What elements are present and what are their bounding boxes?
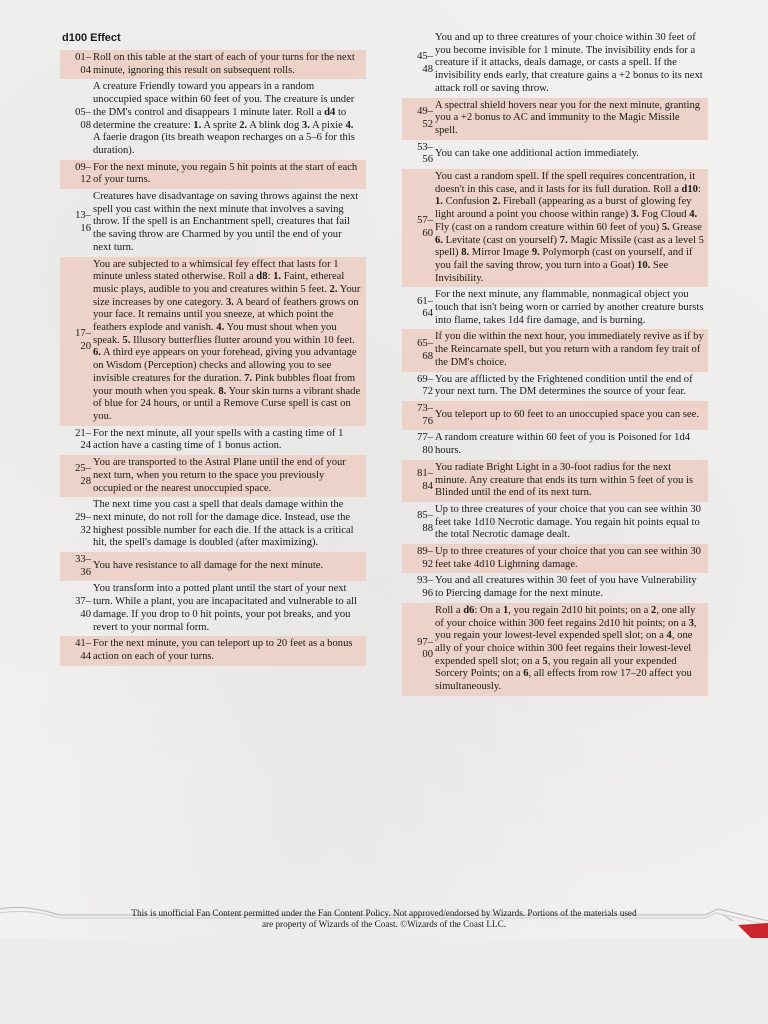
effect-text: If you die within the next hour, you immediately revive as if by the Reincarnate spell, but you return with a random fey trait of the DM's choice.: [435, 331, 704, 368]
roll-range: 81– 84: [417, 468, 433, 492]
effect-text: Creatures have disadvantage on saving throws against the next spell you cast within the next minute that involves a saving throw. If the spell is an Enchantment spell, creatures that fail the saving throw are Charmed by you until the end of your next turn.: [93, 191, 359, 253]
footer-line-2: are property of Wizards of the Coast. ©Wizards of the Coast LLC.: [261, 919, 507, 929]
table-row: [60, 50, 366, 79]
table-header: d100 Effect: [62, 32, 121, 44]
table-row: [60, 79, 366, 159]
effect-text: You are afflicted by the Frightened condition until the end of your next turn. The DM determines the source of your fear.: [435, 373, 693, 398]
roll-range: 85– 88: [417, 510, 433, 534]
footer-legal: [0, 908, 768, 930]
table-row: [60, 189, 366, 257]
effect-text: You have resistance to all damage for the next minute.: [93, 560, 324, 572]
viewer-background: [0, 938, 768, 1024]
roll-range: 01– 04: [75, 52, 91, 76]
roll-range: 61– 64: [417, 295, 433, 320]
table-row: [402, 544, 708, 573]
roll-range: 37– 40: [75, 596, 91, 620]
table-row: [60, 552, 366, 581]
table-row: [60, 160, 366, 189]
effect-text: The next time you cast a spell that deals damage within the next minute, do not roll for the damage dice. Instead, use the highest possible number for each die. If the attack is a critical hit, the spell's damage is doubled (after maximizing).: [93, 499, 354, 549]
roll-range: 41– 44: [75, 638, 91, 662]
roll-range: 33– 36: [75, 554, 91, 578]
effect-text: For the next minute, any flammable, nonmagical object you touch that isn't being worn or carried by another creature bursts into flame, takes 1d4 fire damage, and is burning.: [435, 289, 704, 326]
table-row: [402, 140, 708, 169]
table-row: [60, 497, 366, 552]
table-right-column: [402, 30, 708, 696]
table-row: [60, 257, 366, 426]
table-row: [402, 98, 708, 140]
roll-range: 17– 20: [75, 328, 91, 353]
roll-range: 57– 60: [417, 215, 433, 240]
effect-text: You are subjected to a whimsical fey effect that lasts for 1 minute unless stated otherwise. Roll a d8: 1. Faint, ethereal music plays, audible to you and creatures within 5 feet. 2. Your size increases by one category. 3. A beard of feathers grows on your face. It remains until you sneeze, at which point the feathers explode and vanish. 4. You must shout when you speak. 5. Illusory butterflies flutter around you within 10 feet. 6. A third eye appears on your forehead, giving you advantage on Wisdom (Perception) checks and allowing you to see invisible creatures for the duration. 7. Pink bubbles float from your mouth when you speak. 8. Your skin turns a vibrant shade of blue for 24 hours, or until a Remove Curse spell is cast on you.: [93, 258, 361, 422]
table-row: [60, 426, 366, 455]
table-row: [402, 502, 708, 544]
table-row: [60, 455, 366, 497]
effect-text: You teleport up to 60 feet to an unoccupied space you can see.: [435, 409, 699, 421]
table-row: [402, 287, 708, 329]
effect-text: You and all creatures within 30 feet of you have Vulnerability to Piercing damage for the next minute.: [435, 575, 697, 600]
effect-text: Up to three creatures of your choice that you can see within 30 feet take 4d10 Lightning damage.: [435, 546, 701, 570]
roll-range: 21– 24: [75, 427, 91, 452]
table-row: [402, 603, 708, 696]
roll-range: 29– 32: [75, 511, 91, 536]
effect-text: Roll a d6: On a 1, you regain 2d10 hit points; on a 2, one ally of your choice within 300 feet regains 2d10 hit points; on a 3, you regain your lowest-level expended spell slot; on a 4, one ally of your choice within 300 feet regains their lowest-level expended spell slot; on a 5, you regain all your expended Sorcery Points; on a 6, all effects from row 17–20 affect you simultaneously.: [435, 604, 697, 693]
roll-range: 77– 80: [417, 432, 433, 457]
effect-text: You radiate Bright Light in a 30-foot radius for the next minute. Any creature that ends its turn within 5 feet of you is Blinded until the end of its next turn.: [435, 461, 694, 499]
effect-text: A spectral shield hovers near you for the next minute, granting you a +2 bonus to AC and immunity to the Magic Missile spell.: [435, 99, 701, 136]
table-row: [402, 372, 708, 401]
effect-text: You can take one additional action immediately.: [435, 147, 639, 159]
roll-range: 93– 96: [417, 575, 433, 600]
roll-range: 09– 12: [75, 161, 91, 186]
roll-range: 13– 16: [75, 210, 91, 234]
roll-range: 53– 56: [417, 141, 433, 166]
roll-range: 05– 08: [75, 106, 91, 131]
roll-range: 45– 48: [417, 51, 433, 75]
effect-text: For the next minute, all your spells with a casting time of 1 action have a casting time of 1 bonus action.: [93, 427, 344, 452]
effect-text: For the next minute, you regain 5 hit points at the start of each of your turns.: [93, 161, 358, 186]
table-rows-right: [402, 30, 708, 696]
effect-text: Up to three creatures of your choice that you can see within 30 feet take 1d10 Necrotic damage. You regain hit points equal to the total Necrotic damage dealt.: [435, 503, 701, 541]
effect-text: Roll on this table at the start of each of your turns for the next minute, ignoring this result on subsequent rolls.: [93, 52, 355, 76]
table-row: [402, 329, 708, 371]
effect-text: You cast a random spell. If the spell requires concentration, it doesn't in this case, and it lasts for its full duration. Roll a d10: 1. Confusion 2. Fireball (appearing as a burst of glowing fey light around a point you choose within range) 3. Fog Cloud 4. Fly (cast on a random creature within 60 feet of you) 5. Grease 6. Levitate (cast on yourself) 7. Magic Missile (cast as a level 5 spell) 8. Mirror Image 9. Polymorph (cast on yourself, and if you fail the saving throw, you turn into a Goat) 10. See Invisibility.: [435, 171, 704, 284]
table-row: [402, 169, 708, 287]
table-row: [60, 581, 366, 636]
effect-text: You are transported to the Astral Plane until the end of your next turn, when you return to the space you previously occupied or the nearest unoccupied space.: [93, 457, 346, 494]
roll-range: 25– 28: [75, 463, 91, 488]
effect-text: You transform into a potted plant until the start of your next turn. While a plant, you are incapacitated and vulnerable to all damage. If you drop to 0 hit points, your pot breaks, and you revert to your normal form.: [93, 583, 357, 633]
table-row: [402, 30, 708, 98]
roll-range: 97– 00: [417, 636, 433, 661]
effect-text: You and up to three creatures of your choice within 30 feet of you become invisible for 1 minute. The invisibility ends for a creature if it attacks, deals damage, or casts a spell. If the invisibility ends early, that creature gains a +2 bonus to its next attack roll or saving throw.: [435, 32, 703, 94]
effect-text: A creature Friendly toward you appears in a random unoccupied space within 60 feet of you. The creature is under the DM's control and disappears 1 minute later. Roll a d4 to determine the creature: 1. A sprite 2. A blink dog 3. A pixie 4. A faerie dragon (its breath weapon recharges on a 5–6 for this duration).: [93, 81, 355, 156]
roll-range: 89– 92: [417, 546, 433, 570]
roll-range: 49– 52: [417, 105, 433, 130]
effect-text: For the next minute, you can teleport up to 20 feet as a bonus action on each of your turns.: [93, 638, 353, 662]
roll-range: 65– 68: [417, 337, 433, 362]
effect-text: A random creature within 60 feet of you is Poisoned for 1d4 hours.: [435, 432, 691, 457]
footer-line-1: This is unofficial Fan Content permitted under the Fan Content Policy. Not approved/endorsed by Wizards. Portions of the materials used: [131, 908, 637, 918]
table-row: [402, 430, 708, 459]
table-row: [402, 460, 708, 502]
table-rows-left: [60, 50, 366, 666]
table-row: [60, 636, 366, 665]
table-left-column: [60, 30, 366, 666]
table-row: [402, 401, 708, 430]
roll-range: 73– 76: [417, 402, 433, 427]
table-row: [402, 573, 708, 602]
roll-range: 69– 72: [417, 373, 433, 398]
